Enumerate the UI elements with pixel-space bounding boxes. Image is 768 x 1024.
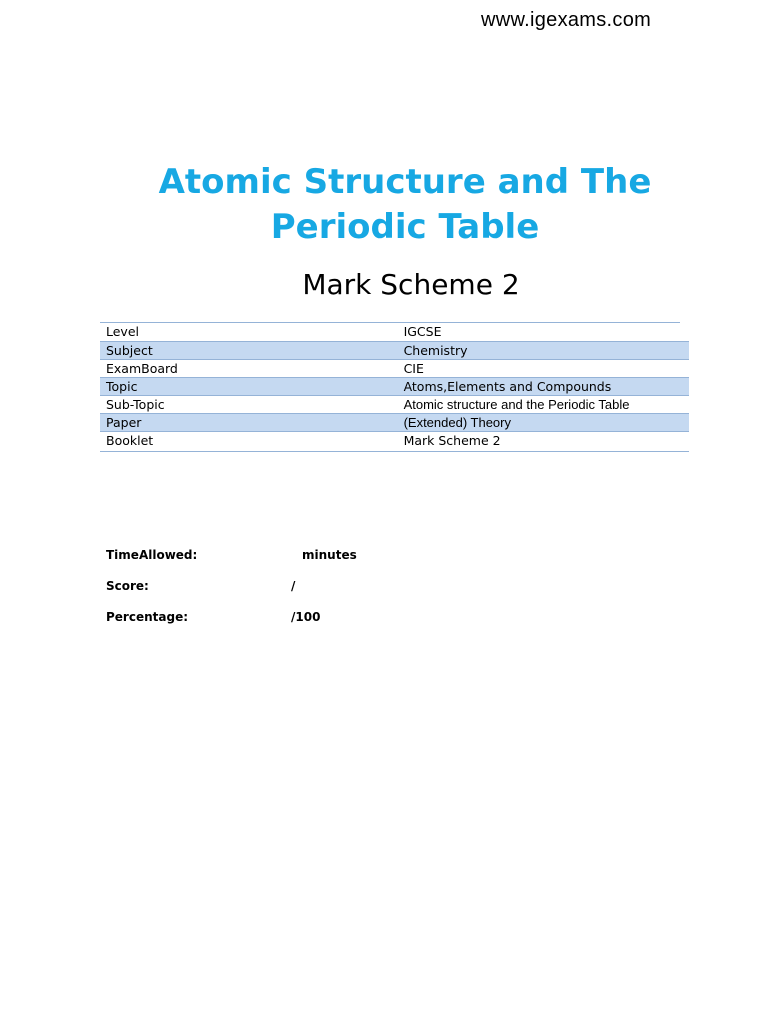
title-line-2: Periodic Table — [270, 207, 540, 247]
row-value: Atomic structure and the Periodic Table — [403, 396, 630, 412]
table-row — [100, 395, 689, 413]
table-row — [100, 413, 689, 431]
table-row — [100, 377, 689, 395]
row-label: Booklet — [106, 432, 154, 448]
page-subtitle: Mark Scheme 2 — [302, 268, 520, 301]
table-row — [100, 341, 689, 359]
table-row — [100, 431, 689, 449]
score-value: / — [291, 579, 296, 593]
row-label: Level — [106, 324, 139, 340]
row-value: Atoms,Elements and Compounds — [398, 377, 689, 395]
percentage-label: Percentage: — [106, 610, 189, 624]
row-value: IGCSE — [403, 324, 442, 340]
row-value: CIE — [403, 360, 424, 376]
row-label: ExamBoard — [106, 360, 178, 376]
percentage-value: /100 — [291, 610, 321, 624]
title-line-1: Atomic Structure and The — [158, 162, 652, 202]
table-row — [100, 323, 689, 341]
row-value: (Extended) Theory — [398, 413, 689, 431]
page-title — [0, 160, 768, 250]
info-table — [100, 323, 689, 449]
row-value: Mark Scheme 2 — [403, 432, 501, 448]
table-row — [100, 359, 689, 377]
time-allowed-value: minutes — [302, 548, 357, 562]
row-label: Topic — [100, 377, 398, 395]
table-bottom-rule — [100, 451, 689, 452]
row-value: Chemistry — [398, 341, 689, 359]
time-allowed-label: TimeAllowed: — [106, 548, 198, 562]
row-label: Paper — [100, 413, 398, 431]
site-url: www.igexams.com — [481, 9, 652, 31]
row-label: Subject — [100, 341, 398, 359]
row-label: Sub-Topic — [106, 396, 165, 412]
score-label: Score: — [106, 579, 149, 593]
